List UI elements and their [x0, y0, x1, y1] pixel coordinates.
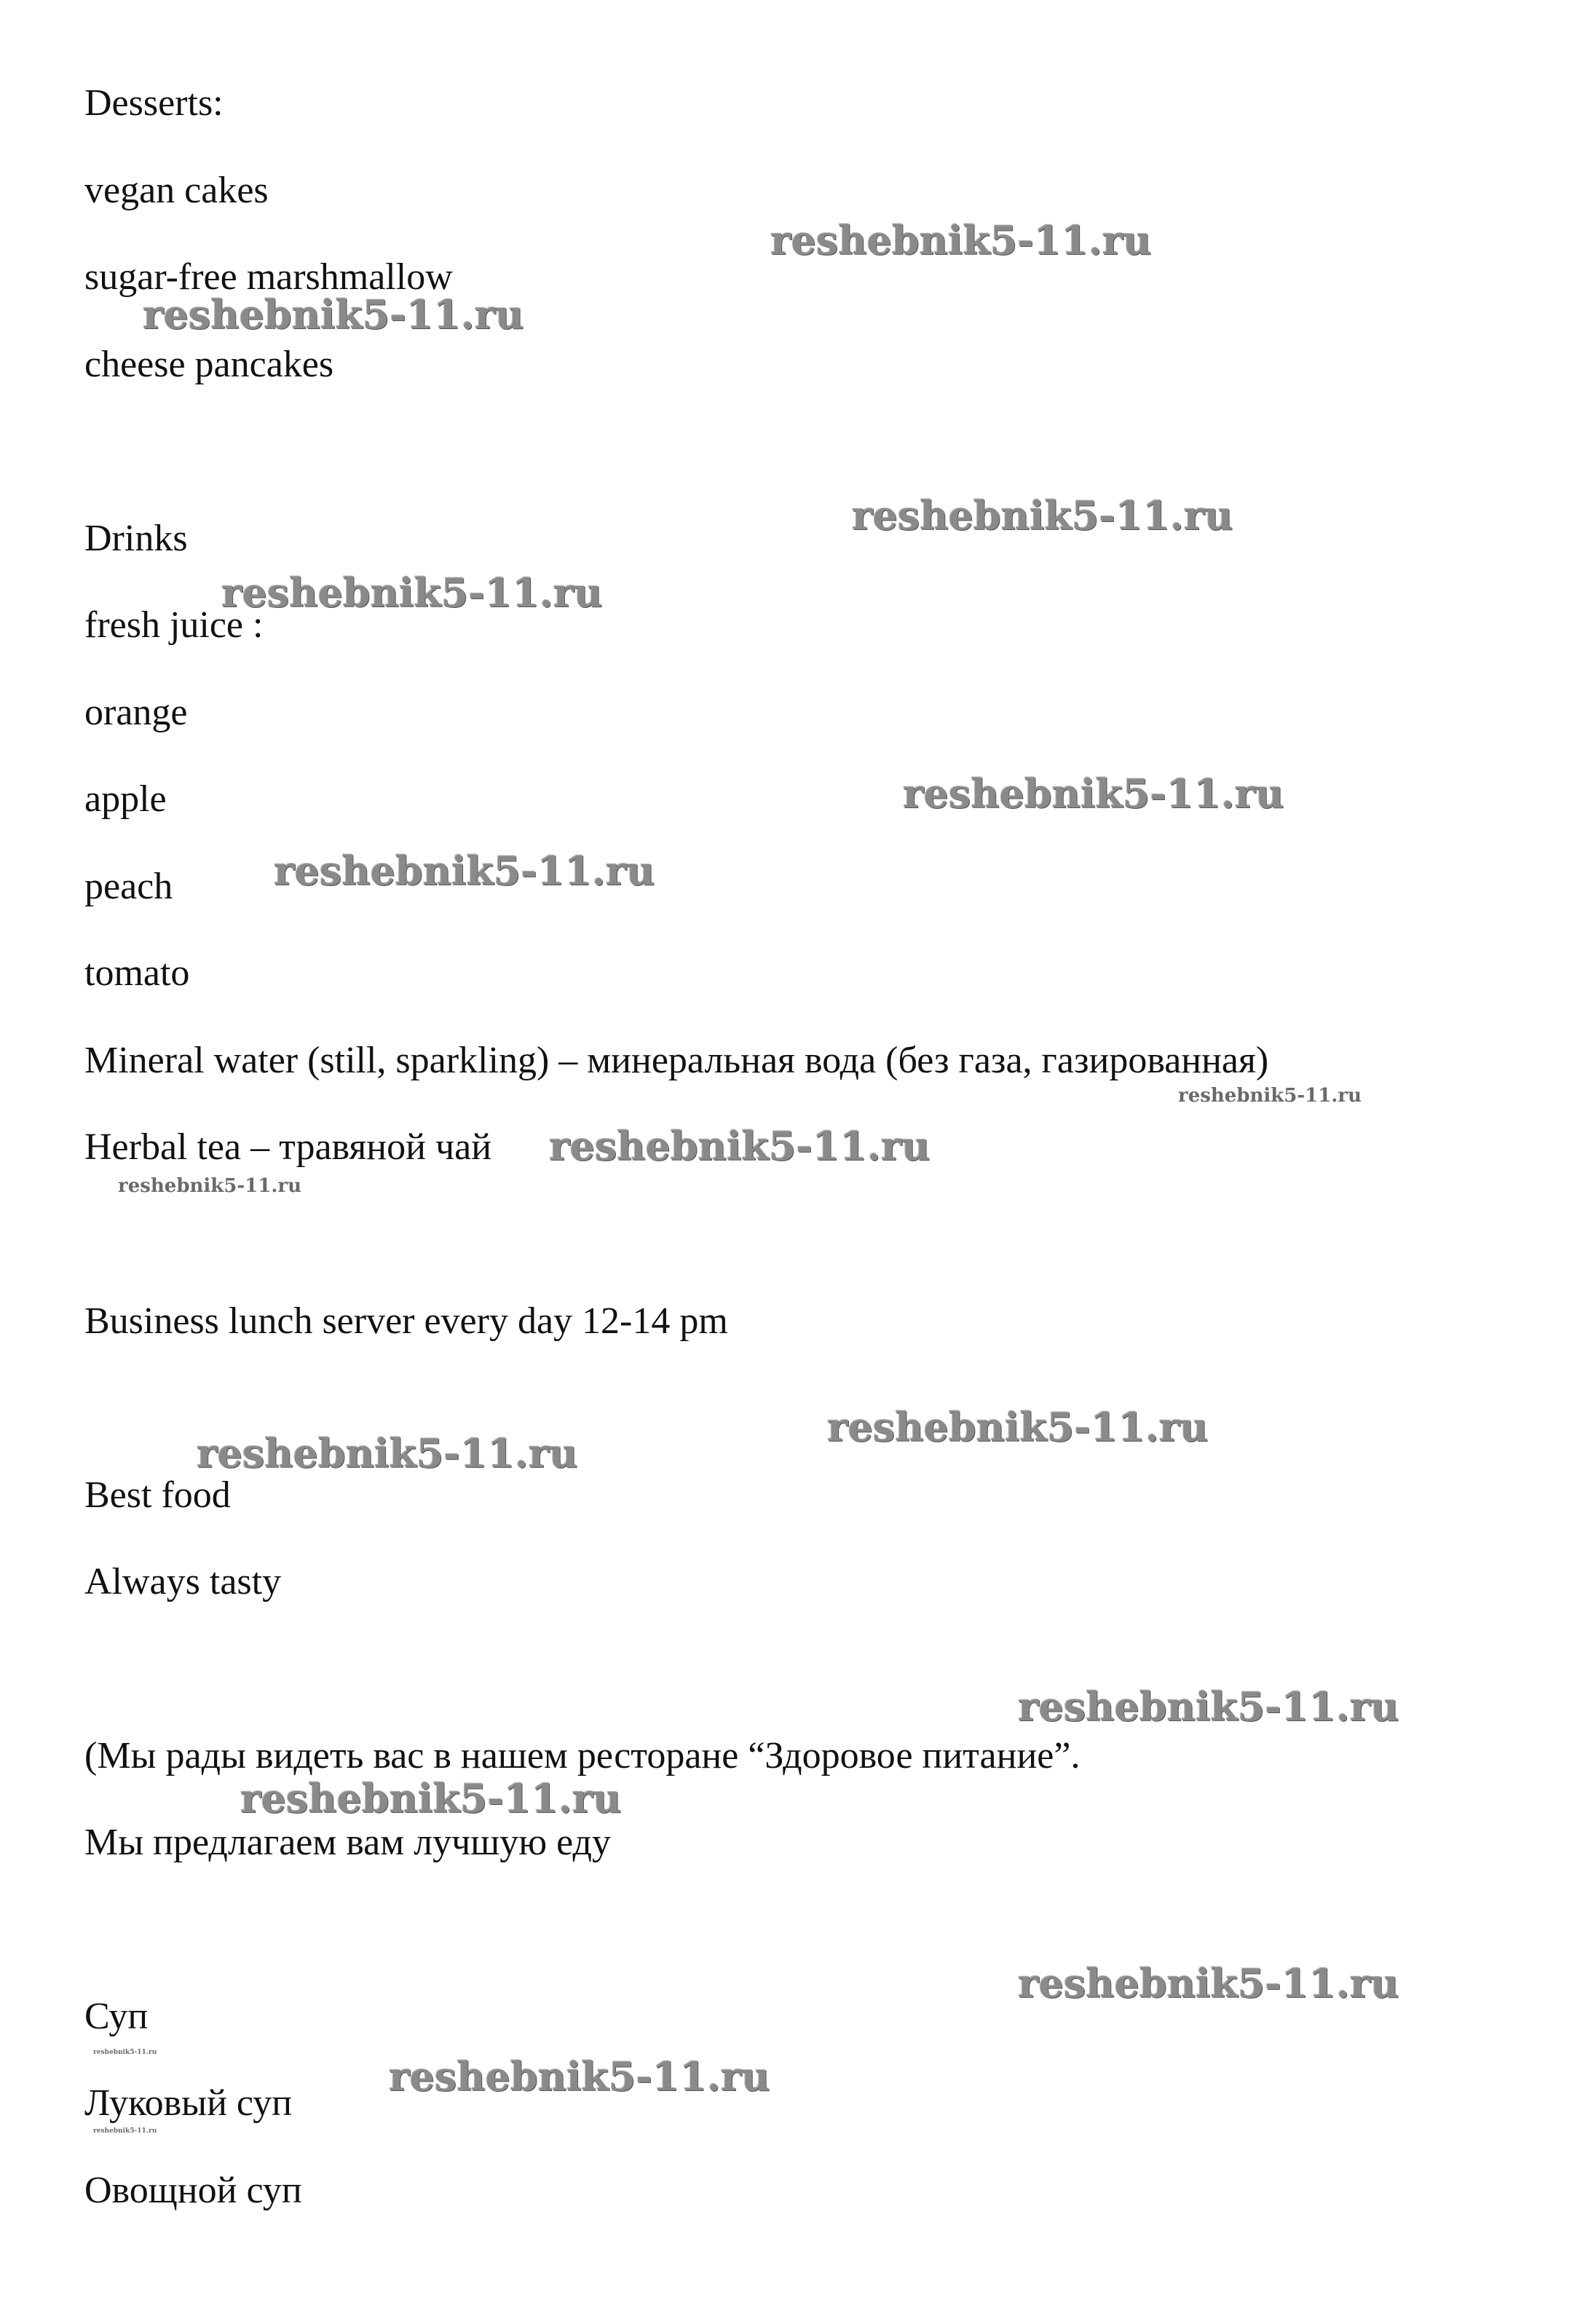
heading-drinks: Drinks: [84, 518, 188, 559]
watermark: reshebnik5-11.ru: [1018, 1683, 1399, 1730]
watermark: reshebnik5-11.ru: [770, 217, 1152, 264]
watermark: reshebnik5-11.ru: [197, 1430, 578, 1477]
watermark: reshebnik5-11.ru: [143, 291, 524, 338]
watermark: reshebnik5-11.ru: [1178, 1085, 1362, 1107]
text-line: Always tasty: [84, 1561, 282, 1602]
watermark: reshebnik5-11.ru: [93, 2049, 157, 2056]
watermark: reshebnik5-11.ru: [852, 492, 1233, 539]
text-line: tomato: [84, 952, 190, 994]
text-line: Мы предлагаем вам лучшую еду: [84, 1822, 611, 1863]
watermark: reshebnik5-11.ru: [118, 1175, 302, 1197]
heading-soup: Суп: [84, 1996, 149, 2037]
watermark: reshebnik5-11.ru: [93, 2127, 157, 2135]
text-line: Овощной суп: [84, 2170, 302, 2211]
text-line: peach: [84, 866, 173, 907]
watermark: reshebnik5-11.ru: [389, 2053, 770, 2100]
watermark: reshebnik5-11.ru: [827, 1404, 1209, 1450]
watermark: reshebnik5-11.ru: [1018, 1960, 1399, 2007]
text-line: Herbal tea – травяной чай: [84, 1126, 492, 1168]
text-line: cheese pancakes: [84, 344, 334, 385]
text-line: orange: [84, 692, 188, 733]
watermark: reshebnik5-11.ru: [221, 569, 603, 616]
text-line: Луковый суп: [84, 2082, 293, 2124]
watermark: reshebnik5-11.ru: [240, 1775, 622, 1822]
watermark: reshebnik5-11.ru: [903, 770, 1284, 817]
text-line: apple: [84, 778, 167, 820]
text-line: Best food: [84, 1474, 231, 1516]
text-line: sugar-free marshmallow: [84, 256, 453, 298]
heading-desserts: Desserts:: [84, 82, 224, 124]
text-line: vegan cakes: [84, 170, 269, 211]
watermark: reshebnik5-11.ru: [549, 1123, 931, 1169]
watermark: reshebnik5-11.ru: [274, 847, 655, 894]
text-line: (Мы рады видеть вас в нашем ресторане “Здоровое питание”.: [84, 1735, 1081, 1777]
text-line: fresh juice :: [84, 604, 264, 646]
text-line: Mineral water (still, sparkling) – минеральная вода (без газа, газированная): [84, 1040, 1269, 1081]
text-line-business-lunch: Business lunch server every day 12-14 pm: [84, 1300, 728, 1342]
